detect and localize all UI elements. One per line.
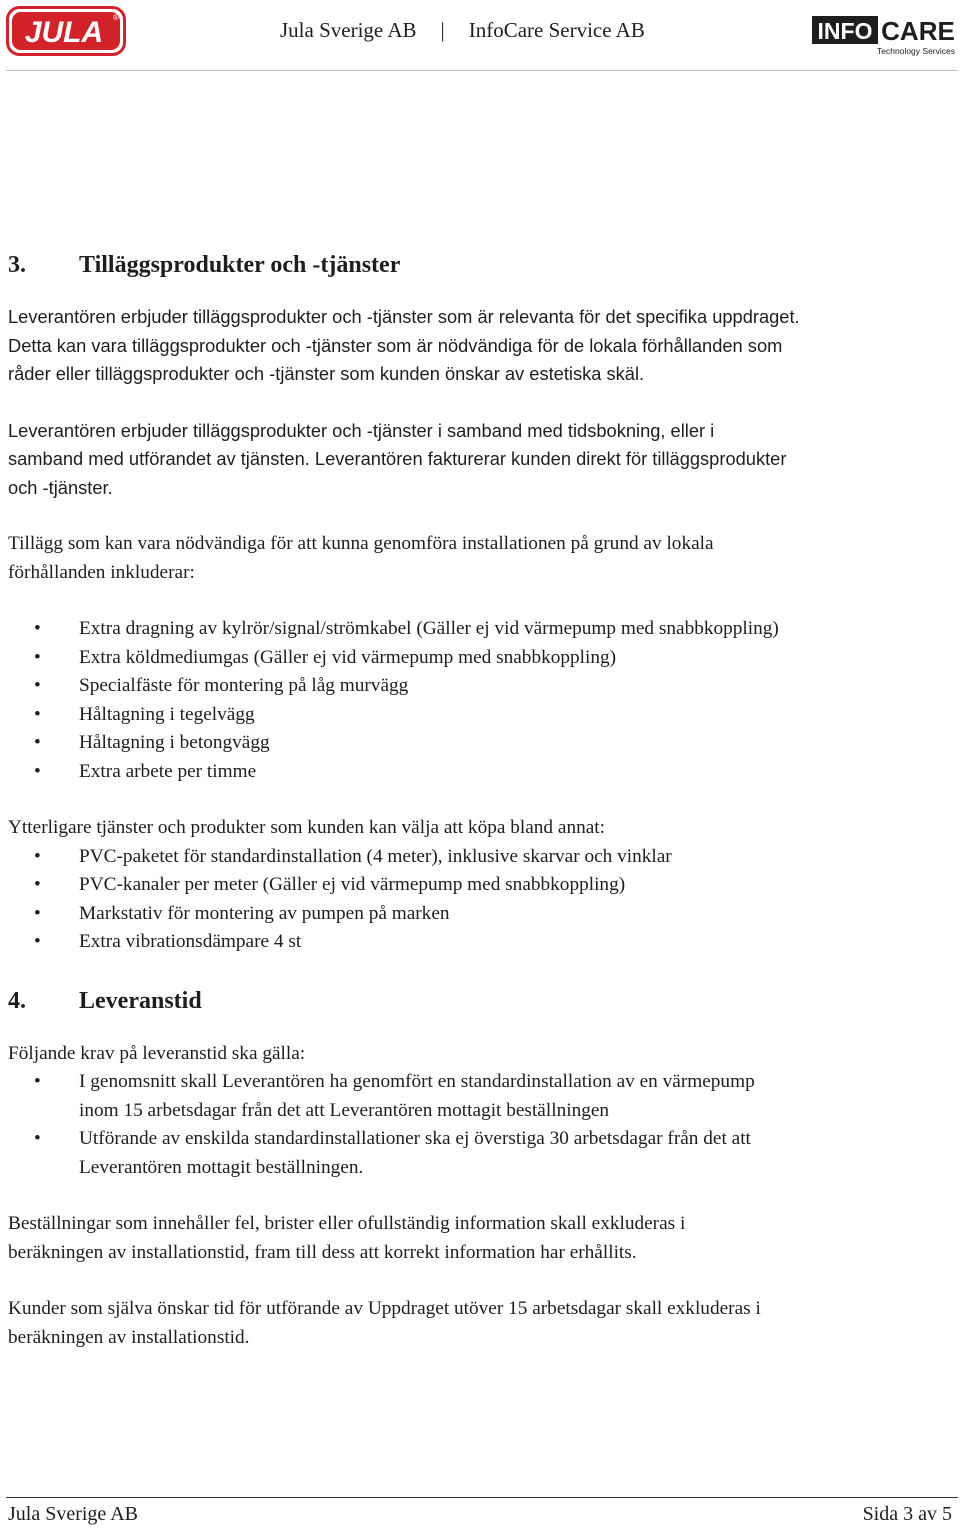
section-4-title: Leveranstid (79, 987, 202, 1014)
page-content (8, 250, 953, 1352)
footer-company: Jula Sverige AB (8, 1503, 138, 1525)
list-item: • I genomsnitt skall Leverantören ha genomfört en standardinstallation av en värmepump inom 15 arbetsdagar från det att Leverantören mottagit beställningen (34, 1071, 755, 1121)
section-3-paragraph-2: Leverantören erbjuder tilläggsprodukter och -tjänster i samband med tidsbokning, eller i samband med utförandet av tjänsten. Leverantören fakturerar kunden direkt för tilläggsprodukter och -tjänster. (8, 419, 787, 498)
page-number: Sida 3 av 5 (862, 1503, 952, 1525)
list-item: • Extra vibrationsdämpare 4 st (34, 931, 302, 952)
header-company-right: InfoCare Service AB (468, 18, 645, 42)
header-separator: | (440, 18, 445, 42)
infocare-logo (812, 12, 957, 58)
page-header (0, 0, 960, 72)
list-item: • Extra arbete per timme (34, 760, 257, 782)
header-divider (6, 70, 958, 71)
jula-logo-text: JULA (24, 16, 104, 49)
section-3-paragraph-3: Tillägg som kan vara nödvändiga för att kunna genomföra installationen på grund av lokala förhållanden inkluderar: (8, 533, 714, 583)
required-additions-list (8, 615, 953, 786)
svg-text:®: ® (113, 13, 119, 22)
section-3-paragraph-1: Leverantören erbjuder tilläggsprodukter och -tjänster som är relevanta för det specifika uppdraget. Detta kan vara tilläggsprodukter och -tjänster som är nödvändiga för de lokala förhållanden som råder eller tilläggsprodukter och -tjänster som kunden önskar av estetiska skäl. (8, 306, 800, 384)
optional-services-list (8, 843, 953, 957)
header-companies (280, 18, 645, 43)
section-4-heading (8, 986, 953, 1016)
jula-logo (6, 6, 126, 56)
section-3-number: 3. (8, 252, 26, 278)
infocare-logo-info: INFO (817, 18, 873, 44)
infocare-logo-tagline: Technology Services (877, 46, 955, 56)
section-3-heading (8, 250, 953, 280)
section-3-title: Tilläggsprodukter och -tjänster (79, 252, 401, 278)
footer-divider (6, 1497, 958, 1498)
list-item: • Extra dragning av kylrör/signal/strömkabel (Gäller ej vid värmepump med snabbkoppling) (34, 618, 779, 639)
section-4-paragraph-2: Kunder som själva önskar tid för utförande av Uppdraget utöver 15 arbetsdagar skall exkluderas i beräkningen av installationstid. (8, 1298, 761, 1348)
section-4-paragraph-1: Beställningar som innehåller fel, brister eller ofullständig information skall exkluderas i beräkningen av installationstid, fram till dess att korrekt information har erhållits. (8, 1213, 686, 1263)
infocare-logo-care: CARE (881, 16, 955, 46)
delivery-requirements-list (8, 1068, 953, 1182)
list-item: • PVC-kanaler per meter (Gäller ej vid värmepump med snabbkoppling) (34, 874, 626, 895)
section-4-intro: Följande krav på leveranstid ska gälla: (8, 1042, 306, 1064)
list-item: • Extra köldmediumgas (Gäller ej vid värmepump med snabbkoppling) (34, 646, 617, 668)
list-item: • Håltagning i tegelvägg (34, 703, 255, 725)
list-item: • Markstativ för montering av pumpen på marken (34, 902, 450, 924)
optional-services-intro: Ytterligare tjänster och produkter som kunden kan välja att köpa bland annat: (8, 817, 605, 838)
list-item: • Utförande av enskilda standardinstallationer ska ej överstiga 30 arbetsdagar från det att Leverantören mottagit beställningen. (34, 1128, 751, 1178)
list-item: • Specialfäste för montering på låg murvägg (34, 675, 409, 696)
header-company-left: Jula Sverige AB (280, 18, 417, 42)
list-item: • PVC-paketet för standardinstallation (4 meter), inklusive skarvar och vinklar (34, 845, 672, 867)
section-4-number: 4. (8, 987, 26, 1014)
list-item: • Håltagning i betongvägg (34, 732, 270, 753)
